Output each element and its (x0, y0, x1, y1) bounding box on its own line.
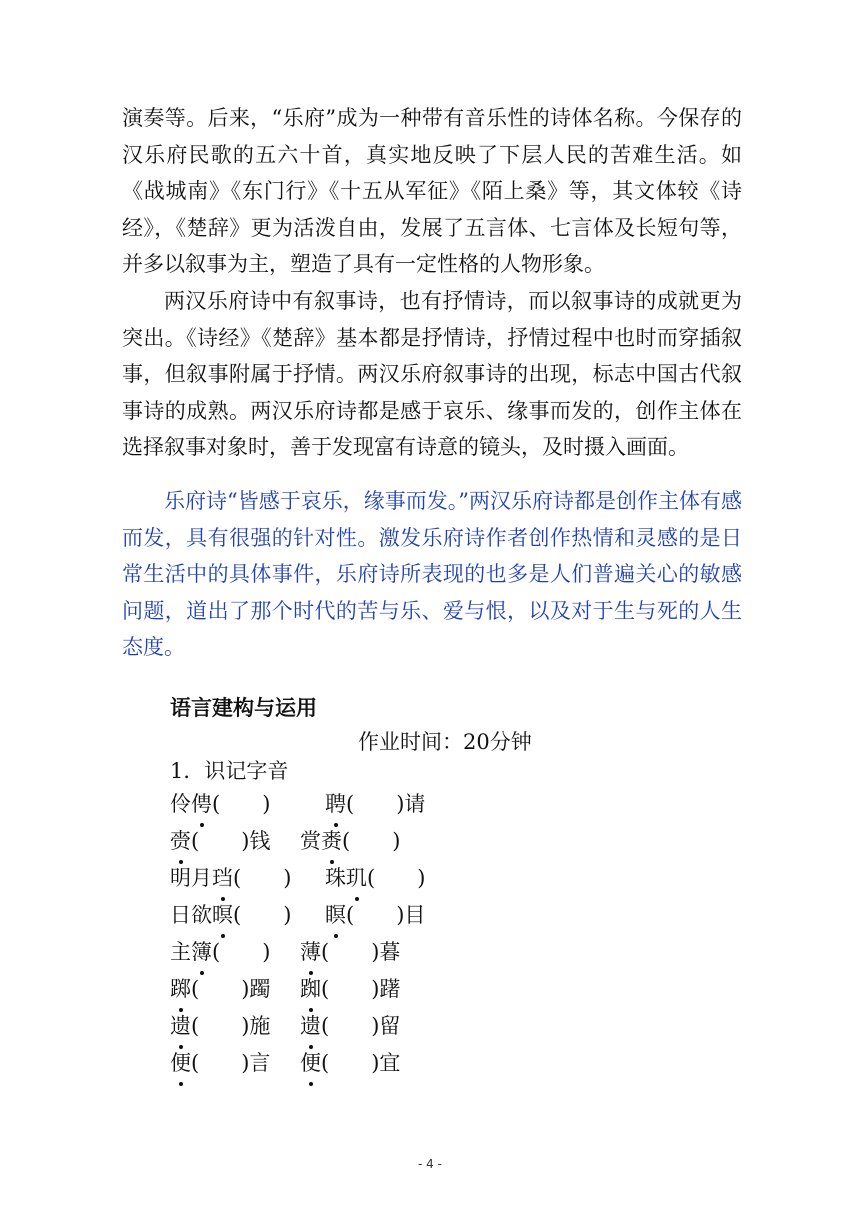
exercise-item: 聘( )请 (325, 786, 425, 822)
dotted-character: 遗 (170, 1008, 191, 1044)
exercise-item: 薄( )暮 (300, 934, 400, 970)
dotted-character: 玑 (346, 860, 367, 896)
dotted-character: 踯 (170, 971, 191, 1007)
exercise-item: 主簿( ) (170, 934, 270, 970)
exercise-item: 遗( )施 (170, 1008, 270, 1044)
exercise-item: 日欲暝( ) (170, 897, 291, 933)
exercise-item: 便( )言 (170, 1045, 270, 1081)
dotted-character: 赉 (321, 823, 342, 859)
dotted-character: 暝 (212, 897, 233, 933)
dotted-character: 踟 (300, 971, 321, 1007)
dotted-character: 薄 (300, 934, 321, 970)
dotted-character: 便 (170, 1045, 191, 1081)
exercise-item: 踟( )躇 (300, 971, 400, 1007)
exercise-item: 明月珰( ) (170, 860, 291, 896)
exercise-item: 便( )宜 (300, 1045, 400, 1081)
exercise-item: 珠玑( ) (325, 860, 425, 896)
section-title: 语言建构与运用 (170, 696, 317, 720)
highlight-paragraph: 乐府诗“皆感于哀乐，缘事而发。”两汉乐府诗都是创作主体有感而发，具有很强的针对性。激发乐府诗作者创作热情和灵感的是日常生活中的具体事件，乐府诗所表现的也多是人们普遍关心的敏感问题，道出了那个时代的苦与乐、爱与恨，以及对于生与死的人生态度。 (122, 489, 742, 659)
exercise-item: 赍( )钱 (170, 823, 270, 859)
exercise-item: 遗( )留 (300, 1008, 400, 1044)
dotted-character: 瞑 (325, 897, 346, 933)
dotted-character: 俜 (191, 786, 212, 822)
dotted-character: 便 (300, 1045, 321, 1081)
dotted-character: 聘 (325, 786, 346, 822)
exercise-item: 赏赉( ) (300, 823, 400, 859)
body-paragraph-2: 两汉乐府诗中有叙事诗，也有抒情诗，而以叙事诗的成就更为突出。《诗经》《楚辞》基本都是抒情诗，抒情过程中也时而穿插叙事，但叙事附属于抒情。两汉乐府叙事诗的出现，标志中国古代叙事诗的成熟。两汉乐府诗都是感于哀乐、缘事而发的，创作主体在选择叙事对象时，善于发现富有诗意的镜头，及时摄入画面。 (122, 289, 742, 459)
exercise-item: 踯( )躅 (170, 971, 270, 1007)
homework-time: 作业时间：20分钟 (358, 730, 532, 754)
dotted-character: 簿 (191, 934, 212, 970)
question-1-title: 1．识记字音 (170, 759, 289, 783)
dotted-character: 赍 (170, 823, 191, 859)
page-number: - 4 - (418, 1157, 442, 1171)
dotted-character: 珰 (212, 860, 233, 896)
exercise-item: 瞑( )目 (325, 897, 425, 933)
dotted-character: 遗 (300, 1008, 321, 1044)
body-paragraph-1: 演奏等。后来，“乐府”成为一种带有音乐性的诗体名称。今保存的汉乐府民歌的五六十首，真实地反映了下层人民的苦难生活。如《战城南》《东门行》《十五从军征》《陌上桑》等，其文体较《诗经》，《楚辞》更为活泼自由，发展了五言体、七言体及长短句等，并多以叙事为主，塑造了具有一定性格的人物形象。 (122, 106, 742, 276)
exercise-item: 伶俜( ) (170, 786, 270, 822)
